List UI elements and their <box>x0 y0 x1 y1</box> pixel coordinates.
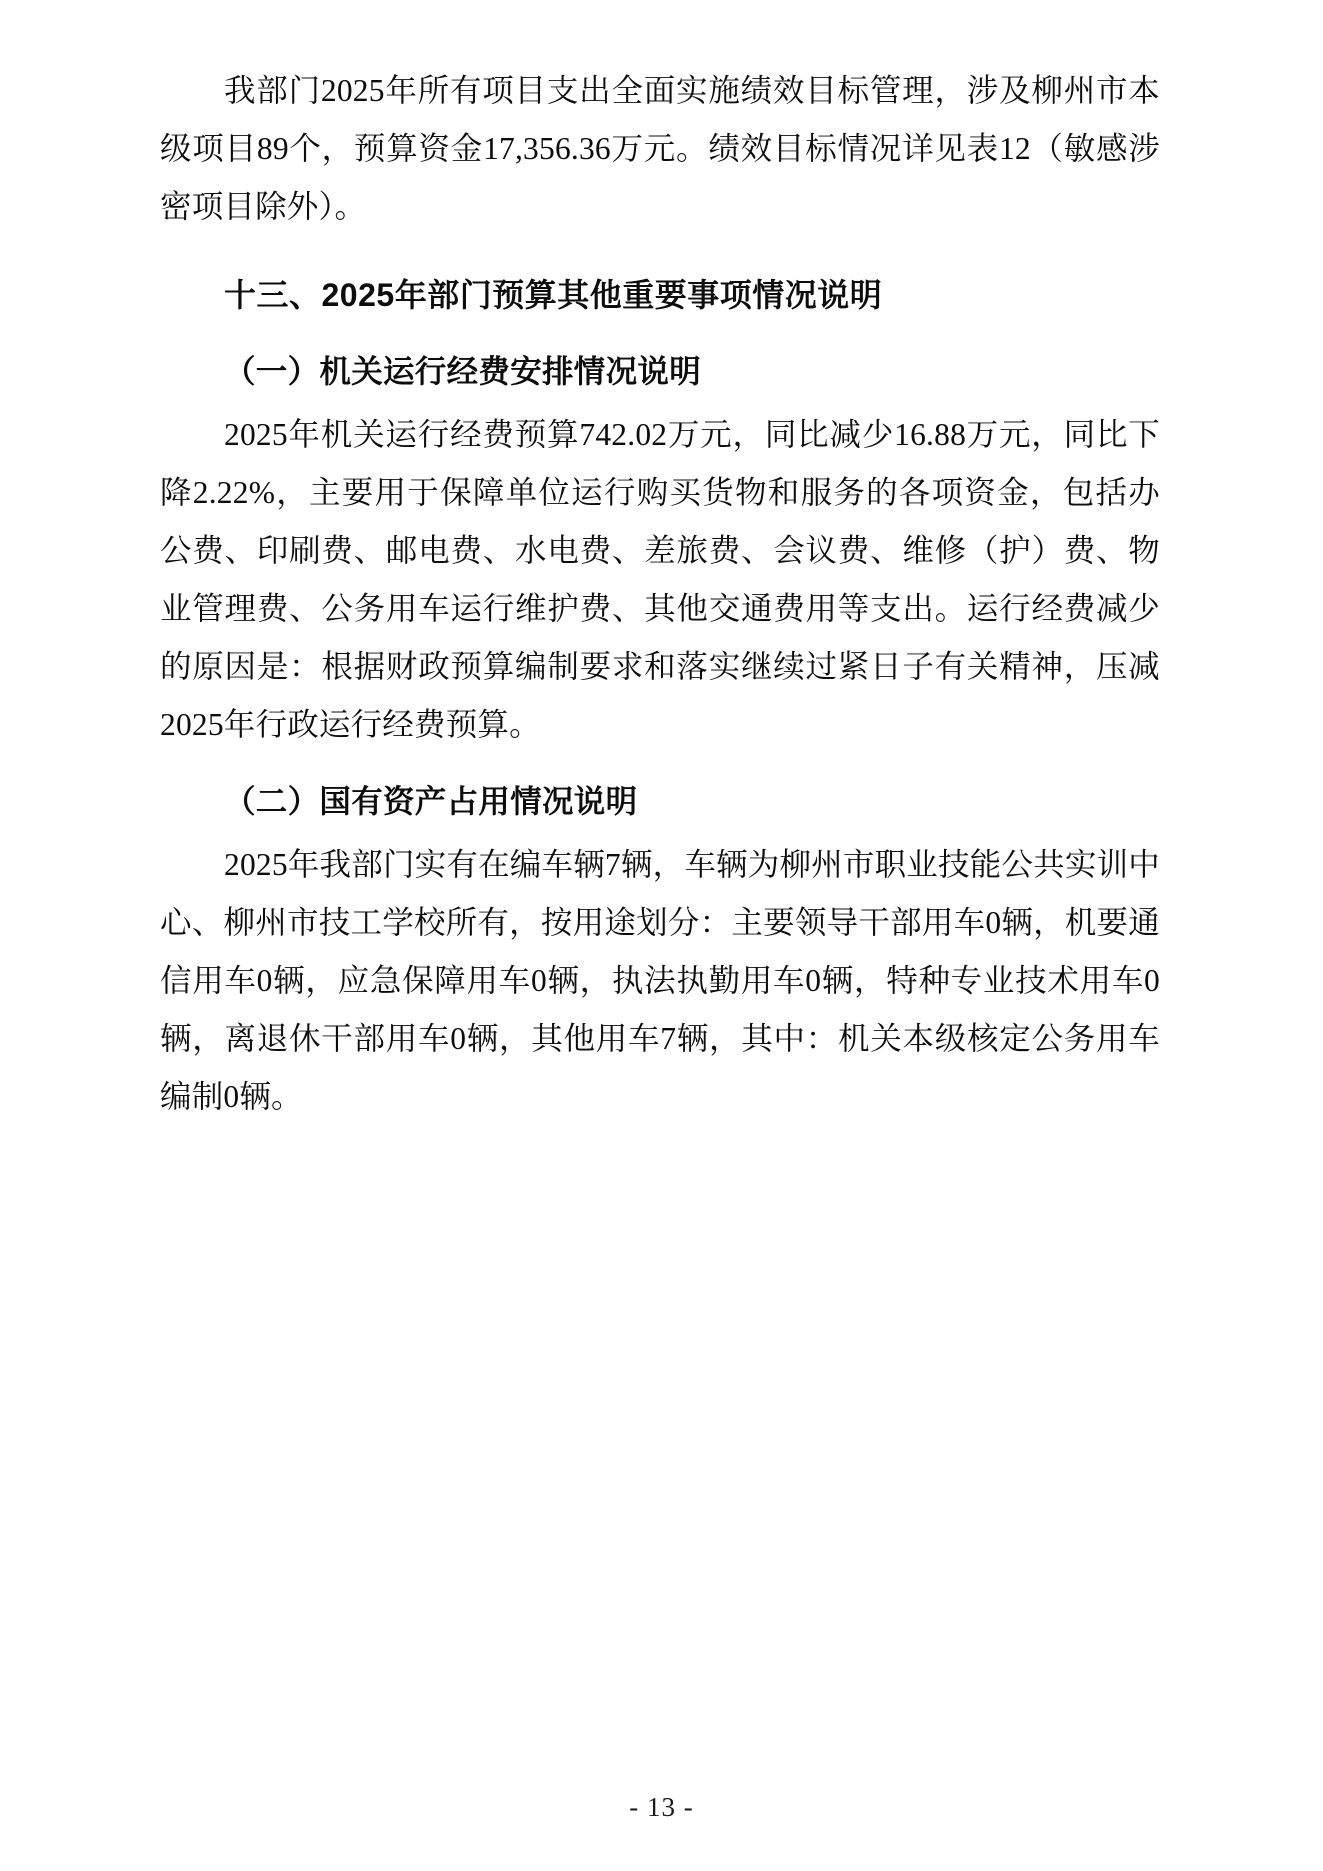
page-number: - 13 - <box>629 1792 694 1822</box>
section-heading-thirteen: 十三、2025年部门预算其他重要事项情况说明 <box>224 277 883 313</box>
subsection-heading-operating-expenses: （一）机关运行经费安排情况说明 <box>224 353 702 389</box>
paragraph-performance-goals: 我部门2025年所有项目支出全面实施绩效目标管理，涉及柳州市本级项目89个，预算资金17,356.36万元。绩效目标情况详见表12（敏感涉密项目除外）。 <box>160 73 1160 224</box>
content-spacer <box>160 1126 1160 1138</box>
paragraph-operating-expenses: 2025年机关运行经费预算742.02万元，同比减少16.88万元，同比下降2.22%，主要用于保障单位运行购买货物和服务的各项资金，包括办公费、印刷费、邮电费、水电费、差旅费、会议费、维修（护）费、物业管理费、公务用车运行维护费、其他交通费用等支出。运行经费减少的原因是：根据财政预算编制要求和落实继续过紧日子有关精神，压减2025年行政运行经费预算。 <box>160 417 1160 742</box>
subsection-heading-state-assets: （二）国有资产占用情况说明 <box>224 783 638 819</box>
paragraph-state-assets: 2025年我部门实有在编车辆7辆，车辆为柳州市职业技能公共实训中心、柳州市技工学校所有，按用途划分：主要领导干部用车0辆，机要通信用车0辆，应急保障用车0辆，执法执勤用车0辆，特种专业技术用车0辆，离退休干部用车0辆，其他用车7辆，其中：机关本级核定公务用车编制0辆。 <box>160 847 1160 1114</box>
page-content <box>160 62 1160 1138</box>
